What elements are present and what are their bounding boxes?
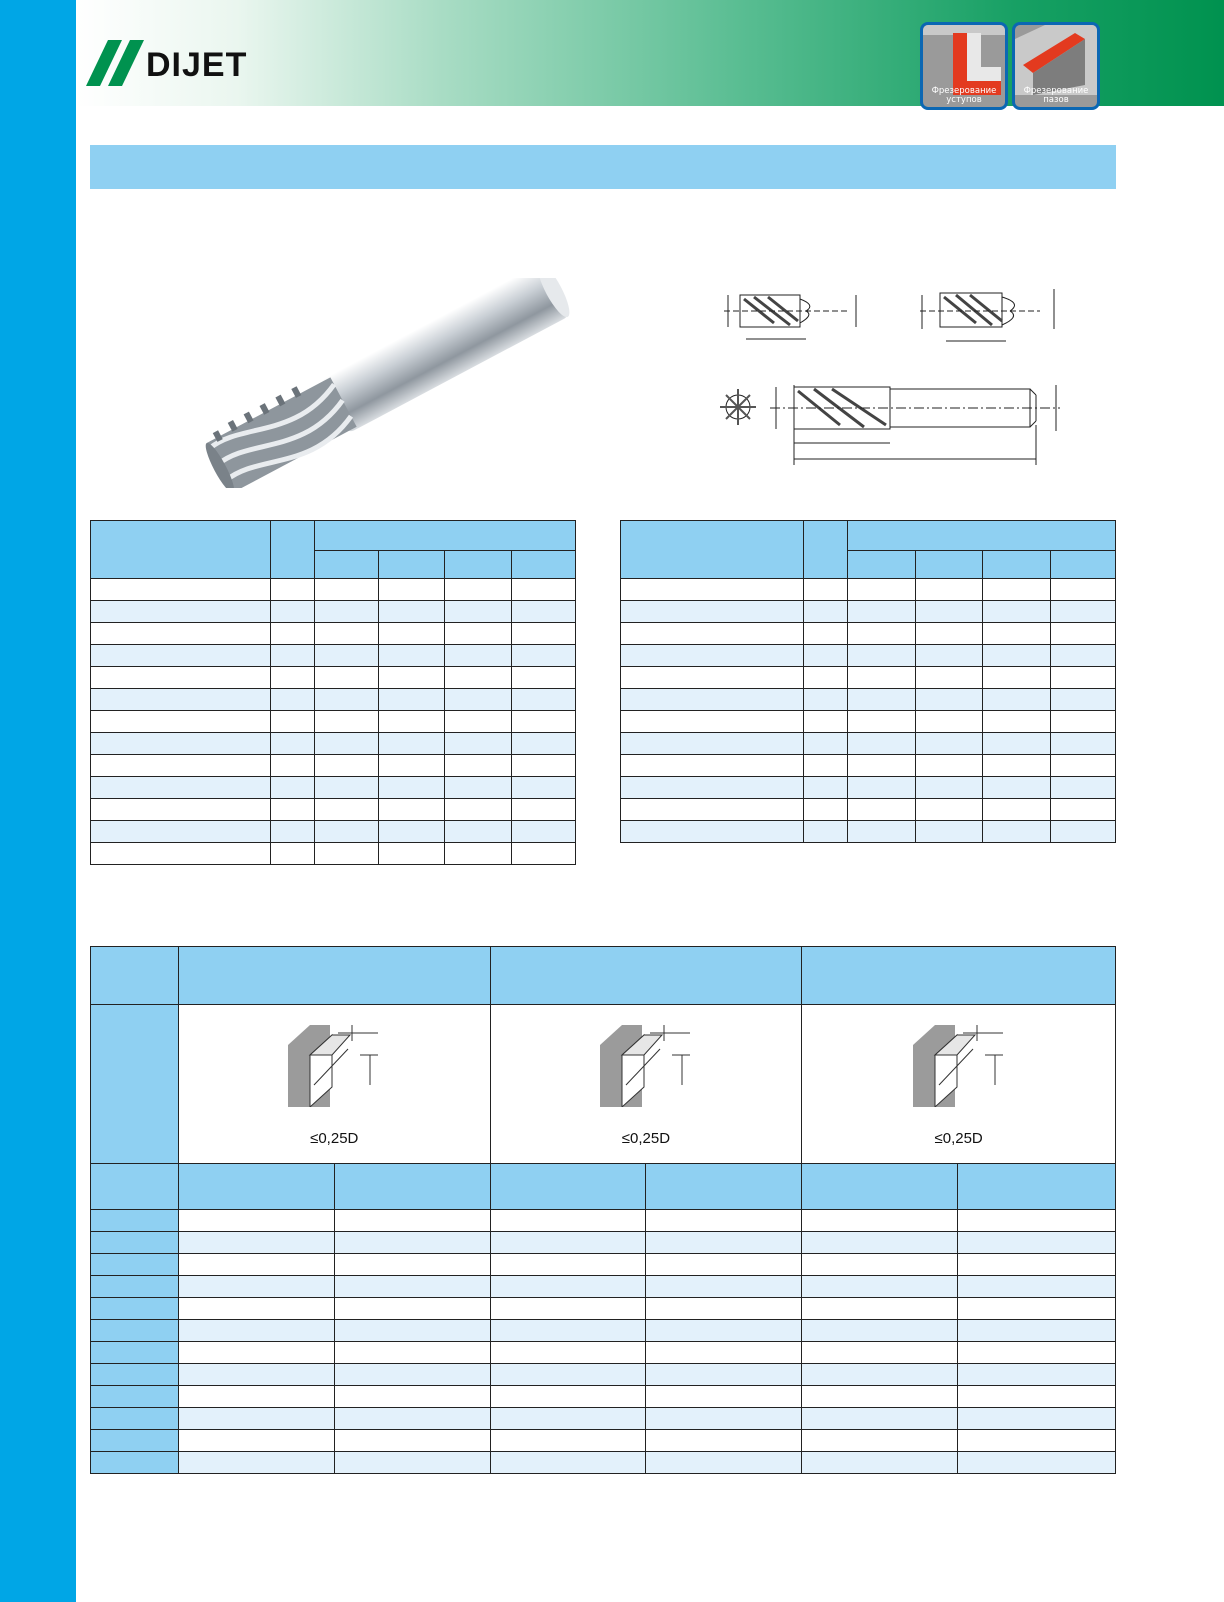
- cutting-depth-icon: [600, 1025, 692, 1107]
- table-row: [621, 579, 804, 601]
- cond-subheader-speed-1: [178, 1164, 334, 1210]
- table-row: [621, 645, 804, 667]
- logo-text: DIJET: [146, 46, 248, 84]
- table-row: [621, 711, 804, 733]
- table-row: [91, 667, 271, 689]
- spec-left-header-d: [314, 551, 379, 579]
- spec-left-header-ds: [512, 551, 576, 579]
- table-row: [621, 777, 804, 799]
- table-row: [621, 689, 804, 711]
- table-row: [621, 623, 804, 645]
- table-row: [91, 1408, 179, 1430]
- table-row: [91, 755, 271, 777]
- table-row: [91, 843, 271, 865]
- table-row: [91, 1320, 179, 1342]
- table-row: [91, 601, 271, 623]
- shoulder-milling-badge: [920, 22, 1008, 110]
- cutting-depth-icon: [913, 1025, 1005, 1107]
- spec-table-left: [90, 520, 576, 865]
- spec-right-header-flutes: [804, 521, 848, 579]
- cond-subheader-feed-2: [646, 1164, 802, 1210]
- table-row: [621, 755, 804, 777]
- table-row: [91, 821, 271, 843]
- cond-label-depth: [91, 1005, 179, 1164]
- cond-subheader-dia: [91, 1164, 179, 1210]
- table-row: [91, 645, 271, 667]
- table-row: [621, 733, 804, 755]
- shoulder-milling-label: Фрезерование уступов: [931, 86, 997, 105]
- cond-header-material-1: [178, 947, 490, 1005]
- table-row: [91, 1452, 179, 1474]
- cutting-depth-figure-1: [179, 1005, 490, 1163]
- table-row: [91, 1210, 179, 1232]
- spec-right-header-d: [848, 551, 915, 579]
- table-row: [91, 579, 271, 601]
- cond-subheader-feed-3: [958, 1164, 1116, 1210]
- spec-left-header-l1: [445, 551, 512, 579]
- slot-milling-label: Фрезерование пазов: [1023, 86, 1089, 105]
- table-row: [91, 1298, 179, 1320]
- technical-drawings: [710, 285, 1110, 475]
- depth-label-3: ≤0,25D: [934, 1130, 983, 1147]
- spec-left-header-model: [91, 521, 271, 579]
- table-row: [621, 821, 804, 843]
- cond-header-corner: [91, 947, 179, 1005]
- table-row: [91, 1430, 179, 1452]
- table-row: [621, 799, 804, 821]
- spec-left-header-l: [379, 551, 445, 579]
- cond-header-material-2: [490, 947, 802, 1005]
- table-row: [91, 1342, 179, 1364]
- left-sidebar-stripe: [0, 0, 76, 1602]
- spec-right-header-l: [915, 551, 982, 579]
- table-row: [91, 689, 271, 711]
- slot-milling-badge: [1012, 22, 1100, 110]
- spec-right-header-model: [621, 521, 804, 579]
- table-row: [91, 799, 271, 821]
- table-row: [91, 1364, 179, 1386]
- table-row: [91, 1254, 179, 1276]
- table-row: [91, 1232, 179, 1254]
- spec-left-header-flutes: [270, 521, 314, 579]
- cond-subheader-feed-1: [334, 1164, 490, 1210]
- cond-subheader-speed-2: [490, 1164, 646, 1210]
- title-bar: [90, 145, 1116, 189]
- end-mill-photo: [180, 278, 600, 488]
- table-row: [91, 1276, 179, 1298]
- cutting-depth-figure-3: [802, 1005, 1115, 1163]
- table-row: [91, 777, 271, 799]
- spec-right-header-dims: [848, 521, 1116, 551]
- table-row: [621, 667, 804, 689]
- cutting-depth-icon: [288, 1025, 380, 1107]
- cutting-depth-figure-2: [491, 1005, 802, 1163]
- table-row: [91, 623, 271, 645]
- cond-subheader-speed-3: [802, 1164, 958, 1210]
- spec-right-header-ds: [1050, 551, 1115, 579]
- cond-header-material-3: [802, 947, 1116, 1005]
- spec-left-header-dims: [314, 521, 575, 551]
- depth-label-2: ≤0,25D: [621, 1130, 671, 1147]
- spec-table-right: [620, 520, 1116, 843]
- cutting-conditions-table: [90, 946, 1116, 1474]
- spec-right-header-l1: [983, 551, 1050, 579]
- table-row: [91, 733, 271, 755]
- dijet-logo: [86, 40, 248, 92]
- depth-label-1: ≤0,25D: [310, 1130, 359, 1147]
- table-row: [621, 601, 804, 623]
- table-row: [91, 711, 271, 733]
- table-row: [91, 1386, 179, 1408]
